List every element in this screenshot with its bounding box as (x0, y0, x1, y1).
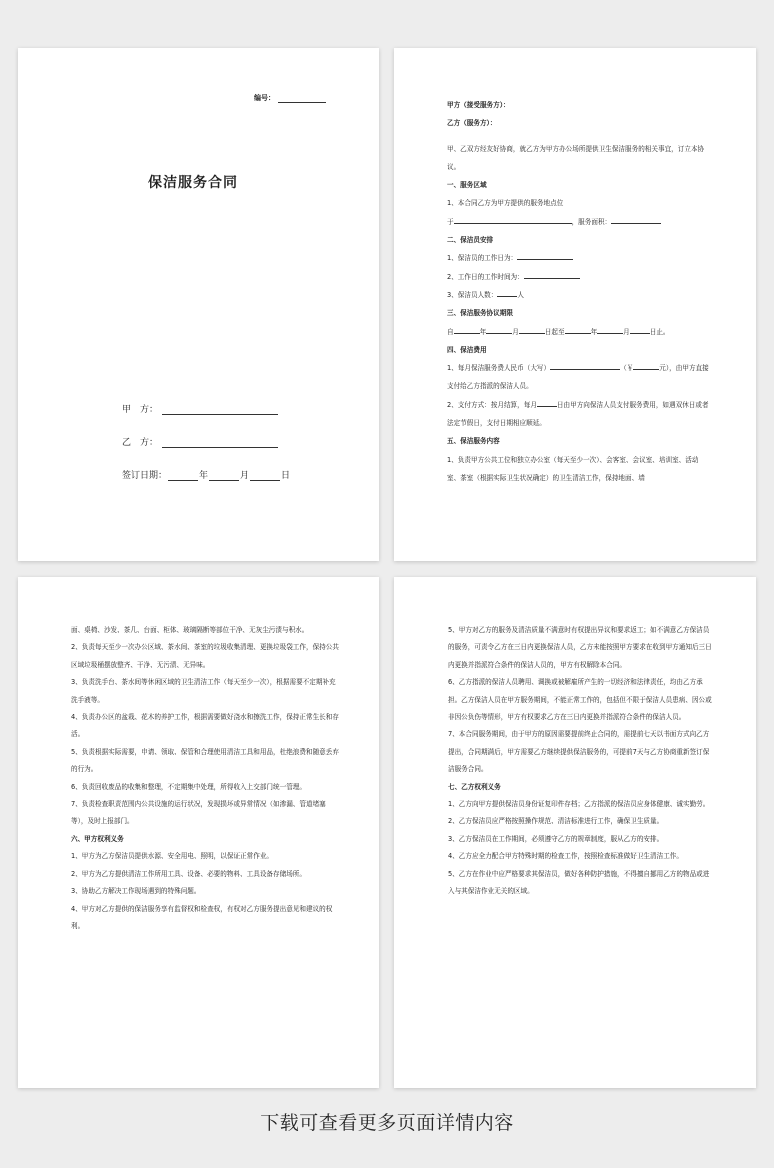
contract-page-3 (18, 577, 379, 1088)
cover-page (18, 48, 379, 561)
paragraph: 1、保洁员的工作日为： (447, 249, 709, 267)
party-b-heading: 乙方（服务方）： (447, 119, 497, 128)
paragraph: 5、负责根据实际需要，申请、领取、保管和合理使用清洁工具和用品，杜绝浪费和随意丢弃的行为。 (71, 747, 339, 774)
page-3-text (71, 622, 341, 935)
paragraph: 4、乙方应全力配合甲方特殊时期的检查工作，按照检查标准做好卫生清洁工作。 (448, 852, 683, 861)
paragraph: 2、工作日的工作时间为： (447, 268, 709, 286)
intro-paragraph: 甲、乙双方经友好协商，就乙方为甲方办公场所提供卫生保洁服务的相关事宜，订立本协议。 (447, 144, 705, 171)
contract-page-2 (394, 48, 756, 561)
paragraph: 1、乙方向甲方提供保洁员身份证复印件存档；乙方指派的保洁员应身体健康、诚实勤劳。 (448, 800, 710, 809)
contract-number: 编号： (254, 93, 326, 103)
paragraph: 1、本合同乙方为甲方提供的服务地点位 (447, 199, 564, 208)
paragraph: 3、乙方保洁员在工作期间，必须遵守乙方的规章制度，服从乙方的安排。 (448, 834, 664, 843)
paragraph: 7、负责检查职责范围内公共设施的运行状况，发现损坏或异常情况（如渗漏、管道堵塞等），及时上报部门。 (71, 800, 326, 826)
paragraph: 2、乙方保洁员应严格按照操作规范、清洁标准进行工作，确保卫生质量。 (448, 817, 664, 826)
paragraph: 于 ，服务面积： (447, 213, 709, 231)
paragraph: 3、保洁员人数： 人 (447, 286, 709, 304)
paragraph: 6、负责回收废品的收集和整理，不定期集中处理，所得收入上交部门统一管理。 (71, 782, 306, 791)
party-a-heading: 甲方（接受服务方）： (447, 101, 510, 109)
paragraph: 5、甲方对乙方的服务及清洁质量不满意时有权提出异议和要求返工；如不满意乙方保洁员的服务，可责令乙方在三日内更换保洁人员，乙方未能按照甲方要求在收到甲方通知后三日内更换并指派符合条件的保洁人员的，甲方有权解除本合同。 (448, 626, 712, 669)
paragraph: 2、支付方式：按月结算，每月 日由甲方向保洁人员支付服务费用，如遇双休日或者法定节假日，支付日期相应顺延。 (447, 396, 709, 433)
paragraph: 3、协助乙方解决工作现场遇到的特殊问题。 (71, 887, 201, 896)
paragraph: 1、甲方为乙方保洁员提供水源、安全用电、照明，以保证正常作业。 (71, 852, 274, 861)
section-5-title: 五、保洁服务内容 (447, 437, 500, 446)
party-b-line: 乙 方： (122, 435, 278, 448)
section-4-title: 四、保洁费用 (447, 345, 487, 354)
contract-page-4 (394, 577, 756, 1088)
paragraph: 6、乙方指派的保洁人员聘用、调换或被解雇所产生的一切经济和法律责任，均由乙方承担。乙方保洁人员在甲方服务期间，不能正常工作的，包括但不限于保洁人员患病、因公或非因公负伤等情形，甲方有权要求乙方在三日内更换并指派符合条件的保洁人员。 (448, 678, 712, 722)
paragraph: 4、甲方对乙方提供的保洁服务享有监督权和检查权，有权对乙方服务提出意见和建议的权利。 (71, 904, 333, 930)
page-2-text (447, 96, 709, 487)
party-a-line: 甲 方： (122, 402, 278, 415)
paragraph: 1、每月保洁服务费人民币（大写） （￥ 元），由甲方直接支付给乙方指派的保洁人员。 (447, 359, 709, 396)
section-7-title: 七、乙方权利义务 (448, 782, 501, 791)
cover-title: 保洁服务合同 (148, 175, 238, 191)
paragraph: 2、甲方为乙方提供清洁工作所用工具、设备、必要的物料、工具设备存储场所。 (71, 869, 306, 878)
section-6-title: 六、甲方权利义务 (71, 834, 124, 843)
party-a-blank (162, 414, 278, 415)
download-more-caption: 下载可查看更多页面详情内容 (260, 1112, 514, 1134)
paragraph: 自 年 月 日起至 年 月 日止。 (447, 323, 709, 341)
paragraph: 3、负责洗手台、茶水间等休闲区域的卫生清洁工作（每天至少一次），根据需要不定期补充洗手液等。 (71, 678, 336, 704)
number-blank (278, 102, 326, 103)
paragraph: 1、负责甲方公共工位和独立办公室（每天至少一次）、会客室、会议室、培训室、活动室、茶室（根据实际卫生状况确定）的卫生清洁工作，保持地面、墙 (447, 455, 699, 482)
paragraph: 4、负责办公区的盆栽、花木的养护工作，根据需要做好浇水和擦洗工作，保持正常生长和存活。 (71, 713, 339, 739)
section-1-title: 一、服务区域 (447, 181, 487, 190)
sign-date-line: 签订日期： 年 月 日 (122, 471, 291, 481)
paragraph: 5、乙方在作业中应严格要求其保洁员，做好各种防护措施，不得擅自挪用乙方的物品或进入与其保洁作业无关的区域。 (448, 869, 710, 896)
paragraph: 7、本合同服务期间，由于甲方的原因需要提前终止合同的，需提前七天以书面方式向乙方提出，合同期满后，甲方需要乙方继续提供保洁服务的，可提前7天与乙方协商重新签订保洁服务合同。 (448, 730, 710, 774)
section-2-title: 二、保洁员安排 (447, 236, 494, 245)
party-b-blank (162, 447, 278, 448)
paragraph: 2、负责每天至少一次办公区域、茶水间、茶室的垃圾收集清理、更换垃圾袋工作，保持公共区域垃圾桶摆放整齐、干净、无污渍、无异味。 (71, 643, 339, 669)
section-3-title: 三、保洁服务协议期限 (447, 309, 513, 318)
paragraph: 面、桌椅、沙发、茶几、台面、柜体、玻璃隔断等部位干净、无灰尘污渍与积水。 (71, 626, 309, 634)
page-4-text (448, 622, 712, 901)
